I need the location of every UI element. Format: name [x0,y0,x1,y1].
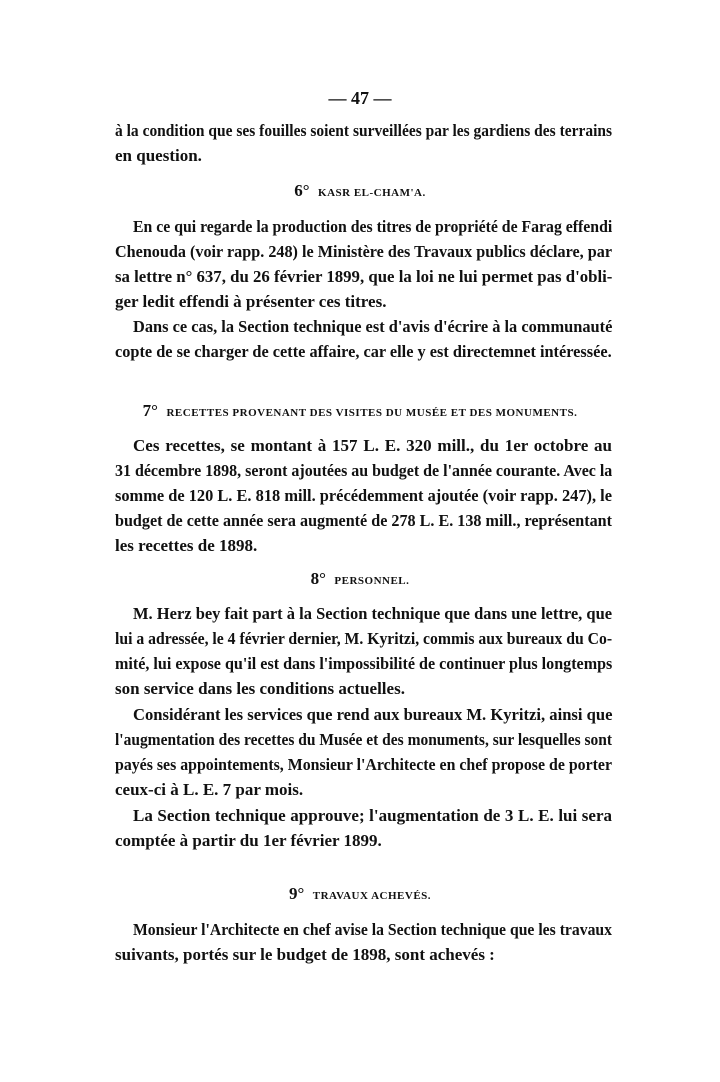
section-number: 6° [294,181,310,200]
section-title: KASR EL-CHAM'A. [318,187,426,199]
section-heading [0,569,720,591]
text-line: sa lettre n° 637, du 26 février 1899, que la loi ne lui permet pas d'obli- [115,267,613,286]
page-number: — 47 — [328,88,392,108]
text-line: à la condition que ses fouilles soient surveillées par les gardiens des terrains [115,121,612,140]
text-line: budget de cette année sera augmenté de 278 L. E. 138 mill., représentant [115,511,612,530]
text-line: son service dans les conditions actuelles. [115,679,405,698]
text-line: payés ses appointements, Monsieur l'Architecte en chef propose de porter [115,755,612,774]
text-line: somme de 120 L. E. 818 mill. précédemment ajoutée (voir rapp. 247), le [115,486,612,505]
text-line: l'augmentation des recettes du Musée et des monuments, sur lesquelles sont [115,730,612,749]
section-title: PERSONNEL. [334,575,410,587]
section-title: RECETTES PROVENANT DES VISITES DU MUSÉE ET DES MONUMENTS. [166,407,578,419]
text-line: ceux-ci à L. E. 7 par mois. [115,780,304,799]
text-line: mité, lui expose qu'il est dans l'impossibilité de continuer plus longtemps [115,654,613,673]
text-line: En ce qui regarde la production des titres de propriété de Farag effendi [133,217,613,236]
text-line: Dans ce cas, la Section technique est d'avis d'écrire à la communauté [133,317,613,336]
section-title: TRAVAUX ACHEVÉS. [312,890,432,902]
text-line: comptée à partir du 1er février 1899. [115,831,382,850]
text-line: en question. [115,146,202,165]
text-line: Chenouda (voir rapp. 248) le Ministère des Travaux publics déclare, par [115,242,612,261]
section-heading [0,884,720,906]
text-line: M. Herz bey fait part à la Section technique que dans une lettre, que [133,604,613,623]
text-line: les recettes de 1898. [115,536,258,555]
text-line: 31 décembre 1898, seront ajoutées au budget de l'année courante. Avec la [115,461,613,480]
section-heading [0,401,720,423]
text-line: Considérant les services que rend aux bureaux M. Kyritzi, ainsi que [133,705,613,724]
section-heading [0,181,720,203]
text-line: Ces recettes, se montant à 157 L. E. 320 mill., du 1er octobre au [133,436,612,455]
text-line: La Section technique approuve; l'augmentation de 3 L. E. lui sera [133,806,612,825]
text-line: Monsieur l'Architecte en chef avise la Section technique que les travaux [133,920,612,939]
text-line: suivants, portés sur le budget de 1898, sont achevés : [115,945,495,964]
section-number: 9° [288,884,305,903]
text-line: lui a adressée, le 4 février dernier, M. Kyritzi, commis aux bureaux du Co- [115,629,613,648]
section-number: 8° [310,569,326,588]
text-line: ger ledit effendi à présenter ces titres. [115,292,387,311]
text-line: copte de se charger de cette affaire, car elle y est directemnet intéressée. [115,342,612,361]
section-number: 7° [142,401,158,420]
